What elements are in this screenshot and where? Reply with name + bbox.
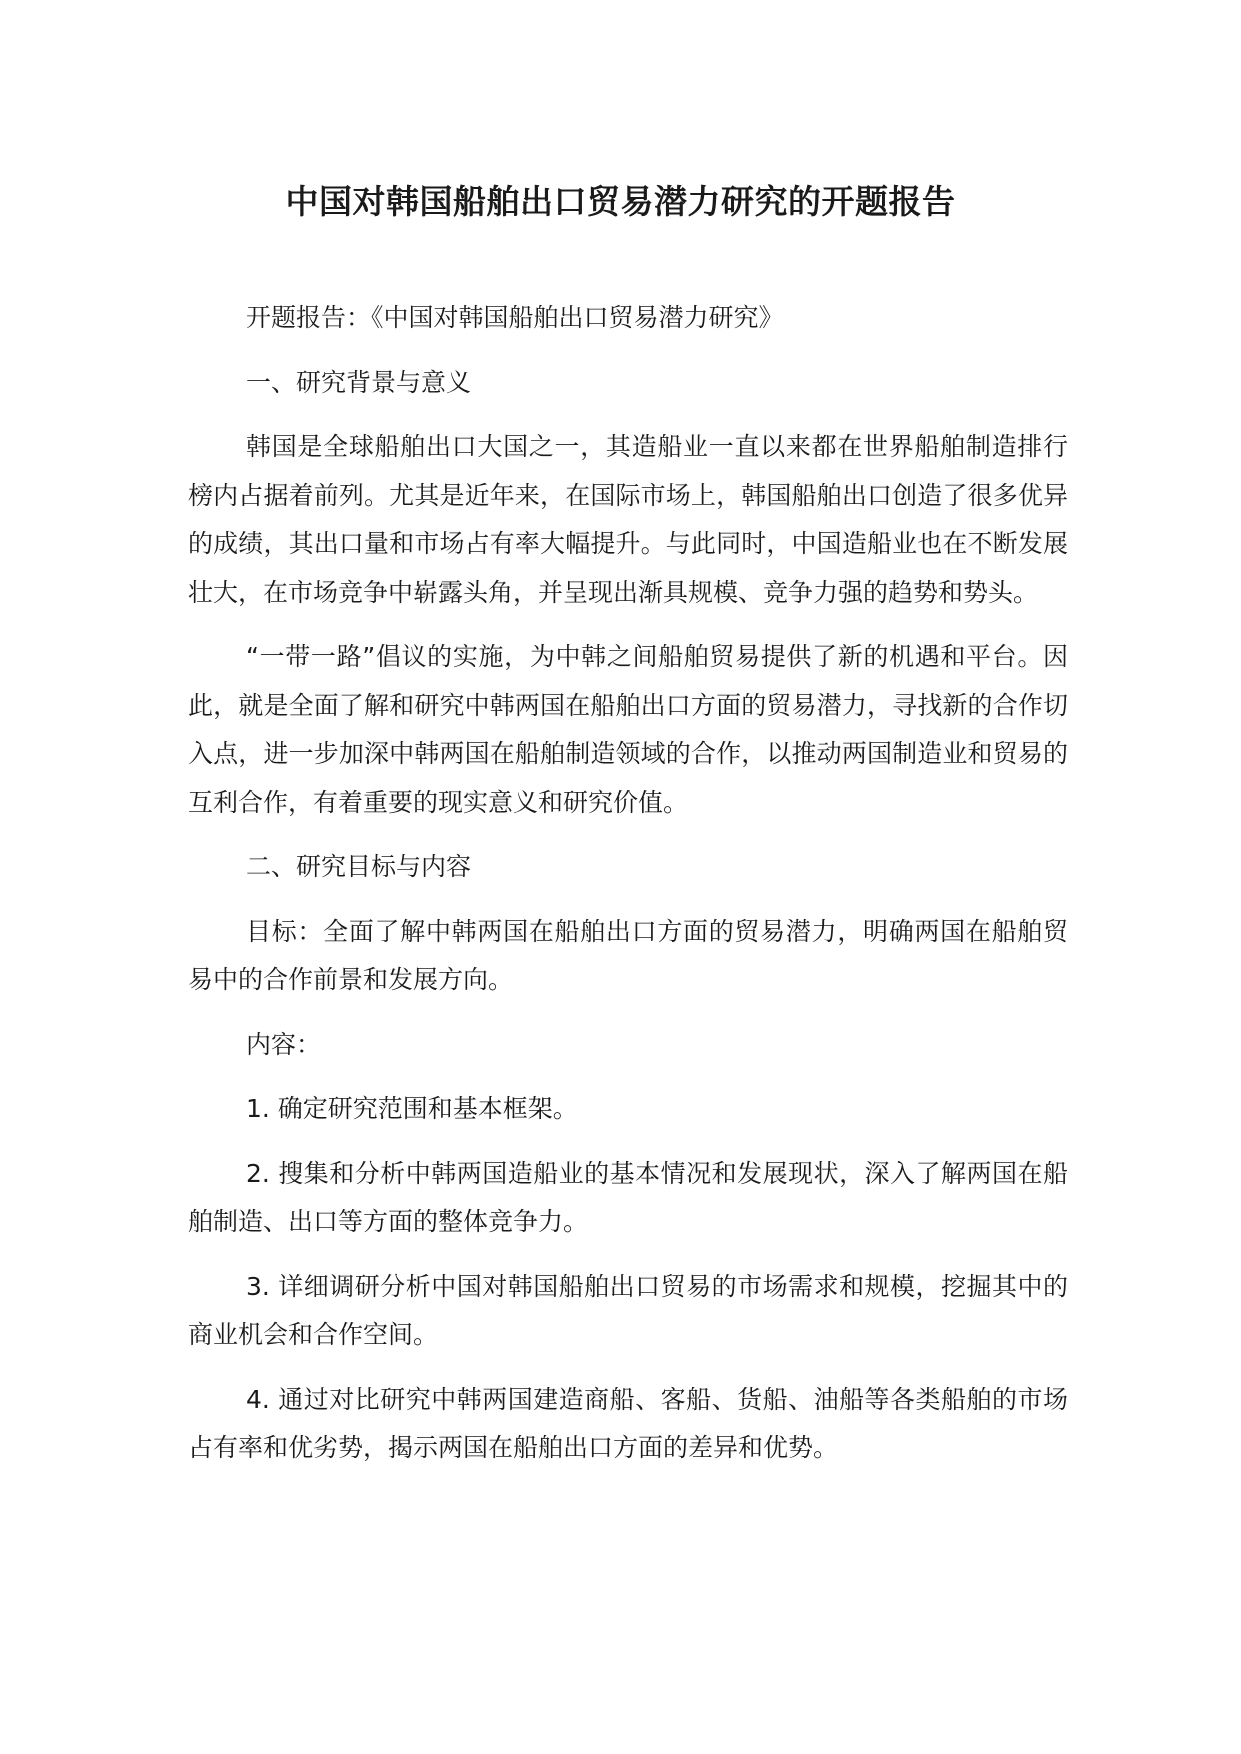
- paragraph-belt-and-road: “一带一路”倡议的实施，为中韩之间船舶贸易提供了新的机遇和平台。因此，就是全面了解和研究中韩两国在船舶出口方面的贸易潜力，寻找新的合作切入点，进一步加深中韩两国在船舶制造领域的合作，以推动两国制造业和贸易的互利合作，有着重要的现实意义和研究价值。: [188, 642, 1068, 817]
- content-item-1: 1. 确定研究范围和基本框架。: [246, 1094, 578, 1123]
- document-body: [188, 294, 1068, 1489]
- document-title: 中国对韩国船舶出口贸易潜力研究的开题报告: [285, 182, 956, 221]
- paragraph-goal: 目标：全面了解中韩两国在船舶出口方面的贸易潜力，明确两国在船舶贸易中的合作前景和发展方向。: [188, 916, 1068, 994]
- report-heading-line: 开题报告：《中国对韩国船舶出口贸易潜力研究》: [246, 303, 784, 332]
- content-label: 内容：: [246, 1029, 322, 1059]
- content-item-4: 4. 通过对比研究中韩两国建造商船、客船、货船、油船等各类船舶的市场占有率和优劣势，揭示两国在船舶出口方面的差异和优势。: [188, 1384, 1068, 1462]
- content-item-3: 3. 详细调研分析中国对韩国船舶出口贸易的市场需求和规模，挖掘其中的商业机会和合作空间。: [188, 1271, 1068, 1349]
- content-item-2: 2. 搜集和分析中韩两国造船业的基本情况和发展现状，深入了解两国在船舶制造、出口等方面的整体竞争力。: [188, 1158, 1068, 1236]
- section-heading-goals: 二、研究目标与内容: [246, 852, 472, 881]
- section-heading-background: 一、研究背景与意义: [246, 367, 472, 397]
- paragraph-background: 韩国是全球船舶出口大国之一，其造船业一直以来都在世界船舶制造排行榜内占据着前列。尤其是近年来，在国际市场上，韩国船舶出口创造了很多优异的成绩，其出口量和市场占有率大幅提升。与此同时，中国造船业也在不断发展壮大，在市场竞争中崭露头角，并呈现出渐具规模、竞争力强的趋势和势头。: [188, 432, 1068, 607]
